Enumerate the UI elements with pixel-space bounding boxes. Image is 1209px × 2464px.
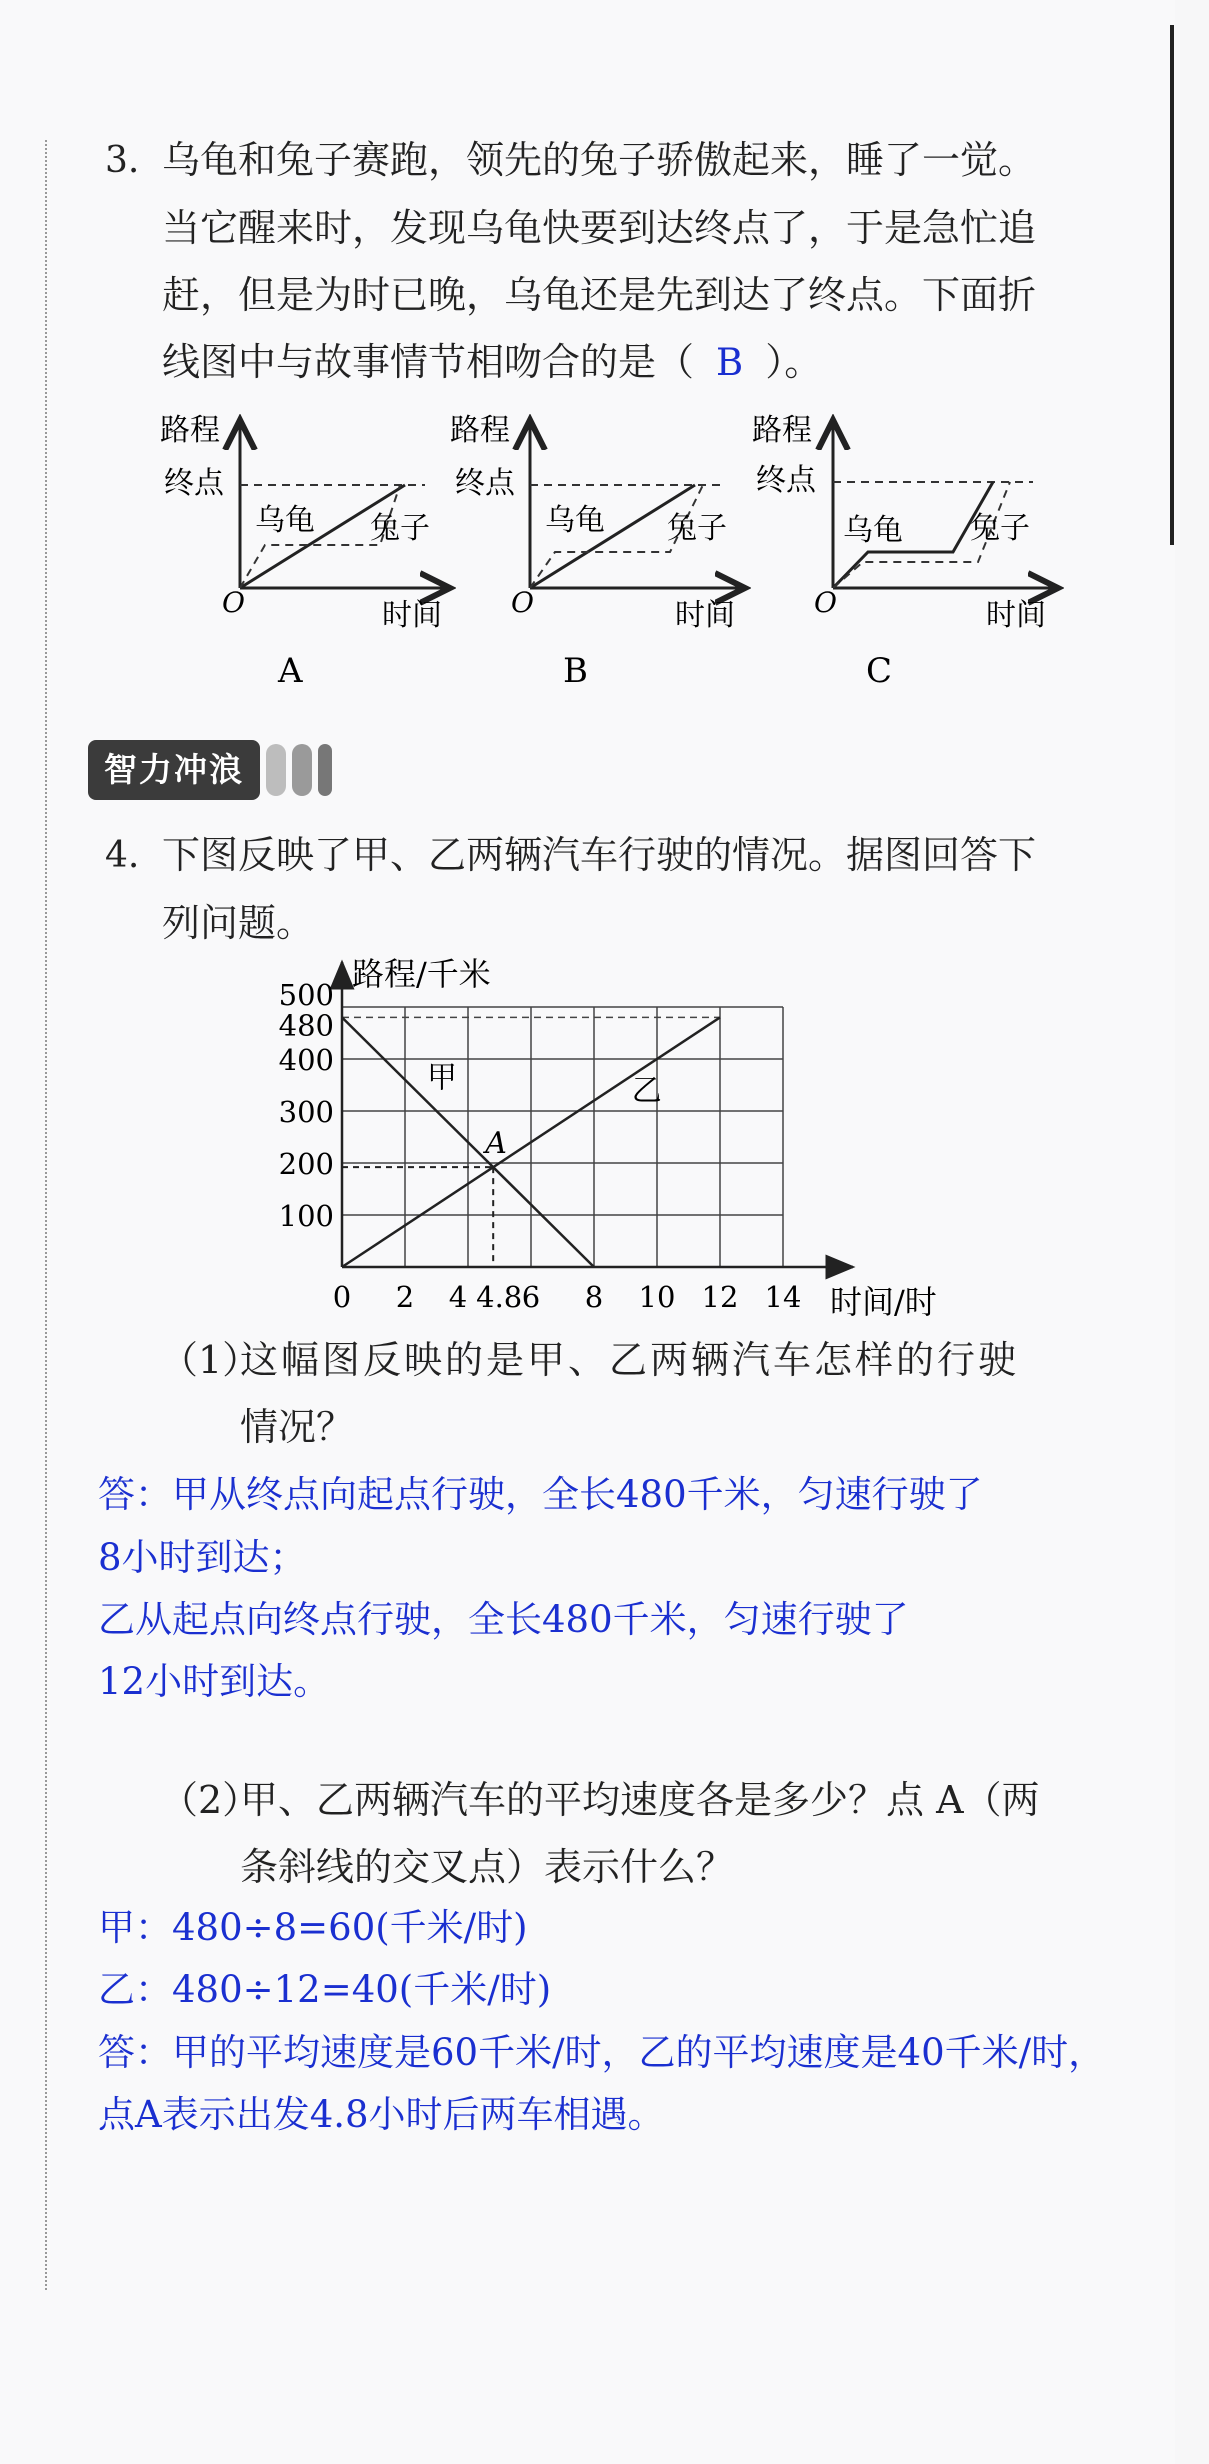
- x-tick-label: 6: [521, 1280, 541, 1314]
- chart-ticks: [279, 978, 802, 1314]
- answer1-line-2: 8小时到达；: [98, 1536, 307, 1579]
- q3-b-rabbit: 兔子: [667, 511, 727, 546]
- q3-a-tortoise: 乌龟: [255, 503, 315, 538]
- x-tick-label: 10: [638, 1280, 676, 1314]
- y-tick-label: 100: [278, 1199, 334, 1233]
- q3-line-4: [162, 332, 822, 393]
- q4-sub1-line-2: 情况？: [240, 1405, 355, 1449]
- point-a-label: A: [485, 1126, 507, 1162]
- q3-c-rabbit: 兔子: [970, 511, 1030, 546]
- q4-sub2-line-2: 条斜线的交叉点）表示什么？: [240, 1845, 735, 1889]
- q3-c-xlabel: 时间: [986, 598, 1046, 633]
- q3-c-option: C: [866, 651, 893, 691]
- series-jia-label: 甲: [427, 1060, 458, 1096]
- q3-c-tortoise: 乌龟: [843, 513, 903, 548]
- answer2-line-3: 答：甲的平均速度是60千米/时，乙的平均速度是40千米/时，: [98, 2031, 1106, 2074]
- banner-stripe: [318, 744, 332, 796]
- page-edge-bar: [1170, 25, 1174, 545]
- answer2-line-4: 点A表示出发4.8小时后两车相遇。: [98, 2093, 665, 2136]
- q3-number: 3.: [105, 140, 140, 181]
- margin-dotted-line: [45, 140, 47, 2290]
- y-tick-label: 400: [278, 1043, 334, 1077]
- q3-b-tortoise: 乌龟: [545, 503, 605, 538]
- banner-stripe: [266, 744, 286, 796]
- answer1-line-3: 乙从起点向终点行驶，全长480千米，匀速行驶了: [98, 1598, 909, 1641]
- q4-sub2-label: （2）: [160, 1778, 261, 1822]
- q3-line-3: 赶，但是为时已晚，乌龟还是先到达了终点。下面折: [162, 273, 1037, 317]
- x-tick-label: 4.8: [476, 1280, 523, 1314]
- section-banner-title: 智力冲浪: [88, 740, 260, 800]
- x-tick-label: 14: [764, 1280, 802, 1314]
- x-tick-label: 4: [448, 1280, 468, 1314]
- answer2-line-1: 甲：480÷8=60(千米/时): [98, 1906, 528, 1949]
- q3-c-finish: 终点: [756, 463, 816, 498]
- q3-a-xlabel: 时间: [382, 598, 442, 633]
- q3-b-xlabel: 时间: [675, 598, 735, 633]
- q4-line-1: 下图反映了甲、乙两辆汽车行驶的情况。据图回答下: [162, 833, 1037, 877]
- q3-a-finish: 终点: [164, 466, 224, 501]
- q3-graph-c: [752, 413, 1058, 691]
- y-tick-label: 480: [278, 1008, 334, 1043]
- x-tick-label: 8: [584, 1280, 604, 1314]
- series-yi-label: 乙: [631, 1073, 662, 1109]
- q3-c-origin: O: [814, 586, 837, 619]
- q4-sub2-line-1: 甲、乙两辆汽车的平均速度各是多少？点 A（两: [240, 1778, 1040, 1822]
- banner-stripe: [292, 744, 312, 796]
- chart-grid: [342, 1007, 783, 1267]
- q3-a-rabbit: 兔子: [370, 511, 430, 546]
- q3-close: ）。: [765, 340, 823, 384]
- x-tick-label: 2: [395, 1280, 415, 1314]
- q3-line-2: 当它醒来时，发现乌龟快要到达终点了，于是急忙追: [162, 206, 1037, 250]
- y-tick-label: 300: [278, 1095, 334, 1129]
- y-tick-label: 200: [278, 1147, 334, 1181]
- q3-graph-b: [450, 413, 745, 691]
- q3-b-finish: 终点: [455, 466, 515, 501]
- chart-xlabel: 时间/时: [830, 1283, 937, 1321]
- q3-a-option: A: [278, 651, 303, 691]
- q3-graphs: [150, 400, 1070, 700]
- q3-c-ylabel: 路程: [752, 413, 812, 448]
- q3-line-4-text: 线图中与故事情节相吻合的是（: [162, 340, 695, 384]
- answer1-line-4: 12小时到达。: [98, 1660, 331, 1703]
- q3-graph-a: [160, 413, 450, 691]
- answer2-line-2: 乙：480÷12=40(千米/时): [98, 1968, 552, 2011]
- q3-a-origin: O: [222, 586, 245, 619]
- x-tick-label: 0: [332, 1280, 352, 1314]
- q3-b-option: B: [563, 651, 588, 691]
- q4-number: 4.: [105, 835, 140, 876]
- q3-line-1: 乌龟和兔子赛跑，领先的兔子骄傲起来，睡了一觉。: [162, 138, 1037, 182]
- section-banner: [88, 740, 340, 800]
- answer1-line-1: 答：甲从终点向起点行驶，全长480千米，匀速行驶了: [98, 1473, 983, 1516]
- y-tick-label: 500: [278, 978, 334, 1012]
- q3-b-origin: O: [511, 586, 534, 619]
- q4-sub1-label: （1）: [160, 1338, 261, 1382]
- q4-line-2: 列问题。: [162, 901, 315, 945]
- q3-b-ylabel: 路程: [450, 413, 510, 448]
- q3-answer: B: [716, 341, 744, 384]
- x-tick-label: 12: [701, 1280, 739, 1314]
- q3-a-ylabel: 路程: [160, 413, 220, 448]
- q4-sub1-line-1: 这幅图反映的是甲、乙两辆汽车怎样的行驶: [240, 1338, 1020, 1382]
- chart-ylabel: 路程/千米: [352, 955, 491, 993]
- travel-chart: [260, 955, 960, 1335]
